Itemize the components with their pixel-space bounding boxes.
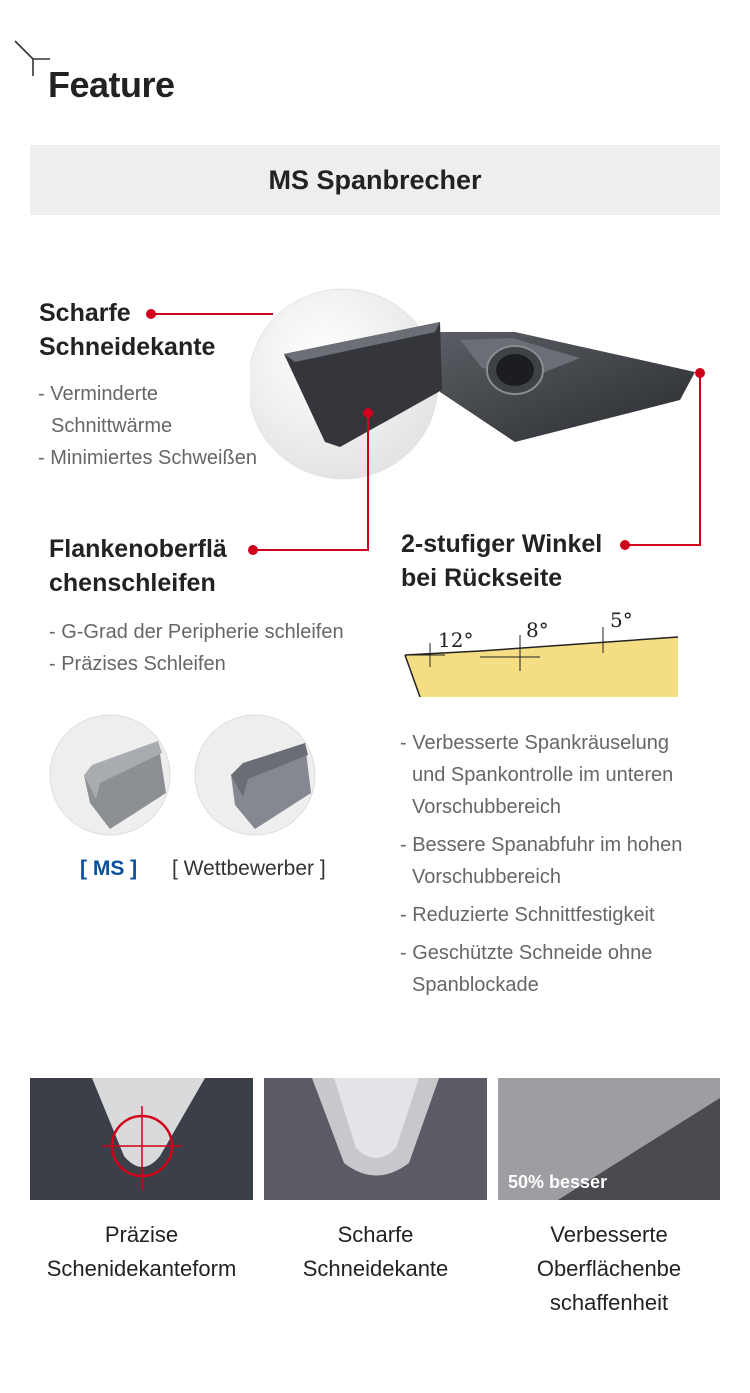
caption-line: Scharfe <box>337 1222 414 1247</box>
flank-heading-line1: Flankenoberflä <box>49 535 227 563</box>
caption-line: Verbesserte <box>550 1222 668 1247</box>
caption-line: schaffenheit <box>549 1290 669 1315</box>
caption-line: Präzise <box>104 1222 179 1247</box>
bullet-item: - G-Grad der Peripherie schleifen <box>49 621 344 643</box>
competitor-edge-image <box>193 713 317 837</box>
bullet-item: - Minimiertes Schweißen <box>38 447 257 469</box>
photo-precise-edge <box>30 1078 253 1200</box>
bullet-item: - Präzises Schleifen <box>49 653 226 675</box>
sharp-edge-heading <box>39 296 215 364</box>
competitor-label: [ Wettbewerber ] <box>172 857 326 880</box>
bullet-item: Spanblockade <box>412 974 539 996</box>
callout-dot <box>620 540 630 550</box>
sharp-edge-bullets <box>38 378 257 474</box>
photo-sharp-edge <box>264 1078 487 1200</box>
banner-title: MS Spanbrecher <box>268 165 482 195</box>
bullet-item: und Spankontrolle im unteren <box>412 764 674 786</box>
caption-line: Schneidekante <box>302 1256 449 1281</box>
angle-heading-line2: bei Rückseite <box>401 564 563 592</box>
caption-line: Schenidekanteform <box>46 1256 237 1281</box>
sharp-edge-heading-line2: Schneidekante <box>39 333 216 361</box>
photo-caption <box>264 1218 487 1286</box>
callout-line <box>367 413 369 550</box>
section-banner <box>30 145 720 215</box>
bullet-item: Vorschubbereich <box>412 866 561 888</box>
sharp-edge-heading-line1: Scharfe <box>39 299 131 327</box>
page-title: Feature <box>48 64 175 105</box>
angle-label: 8° <box>526 618 549 642</box>
angle-diagram <box>400 605 685 700</box>
flank-heading-line2: chenschleifen <box>49 569 216 597</box>
bullet-item: - Verminderte <box>38 383 159 405</box>
bullet-item: Vorschubbereich <box>412 796 561 818</box>
callout-line <box>254 549 369 551</box>
angle-heading <box>401 527 602 595</box>
flank-bullets <box>49 616 344 680</box>
bullet-item: - Bessere Spanabfuhr im hohen <box>400 834 683 856</box>
photo-caption <box>30 1218 253 1286</box>
bullet-item: Schnittwärme <box>51 415 173 437</box>
angle-label: 12° <box>438 628 474 652</box>
angle-label: 5° <box>610 608 633 632</box>
ms-edge-image <box>48 713 172 837</box>
angle-bullets <box>400 727 682 1001</box>
caption-line: Oberflächenbe <box>536 1256 682 1281</box>
callout-line <box>699 373 701 545</box>
callout-line <box>626 544 701 546</box>
angle-heading-line1: 2-stufiger Winkel <box>401 530 603 558</box>
flank-heading <box>49 532 227 600</box>
surface-badge: 50% besser <box>508 1172 608 1192</box>
callout-dot <box>248 545 258 555</box>
bullet-item: - Verbesserte Spankräuselung <box>400 732 670 754</box>
bullet-item: - Reduzierte Schnittfestigkeit <box>400 904 655 926</box>
ms-label: [ MS ] <box>80 857 138 880</box>
photo-caption <box>498 1218 720 1320</box>
insert-image <box>250 272 720 502</box>
callout-line <box>151 313 273 315</box>
bullet-item: - Geschützte Schneide ohne <box>400 942 653 964</box>
